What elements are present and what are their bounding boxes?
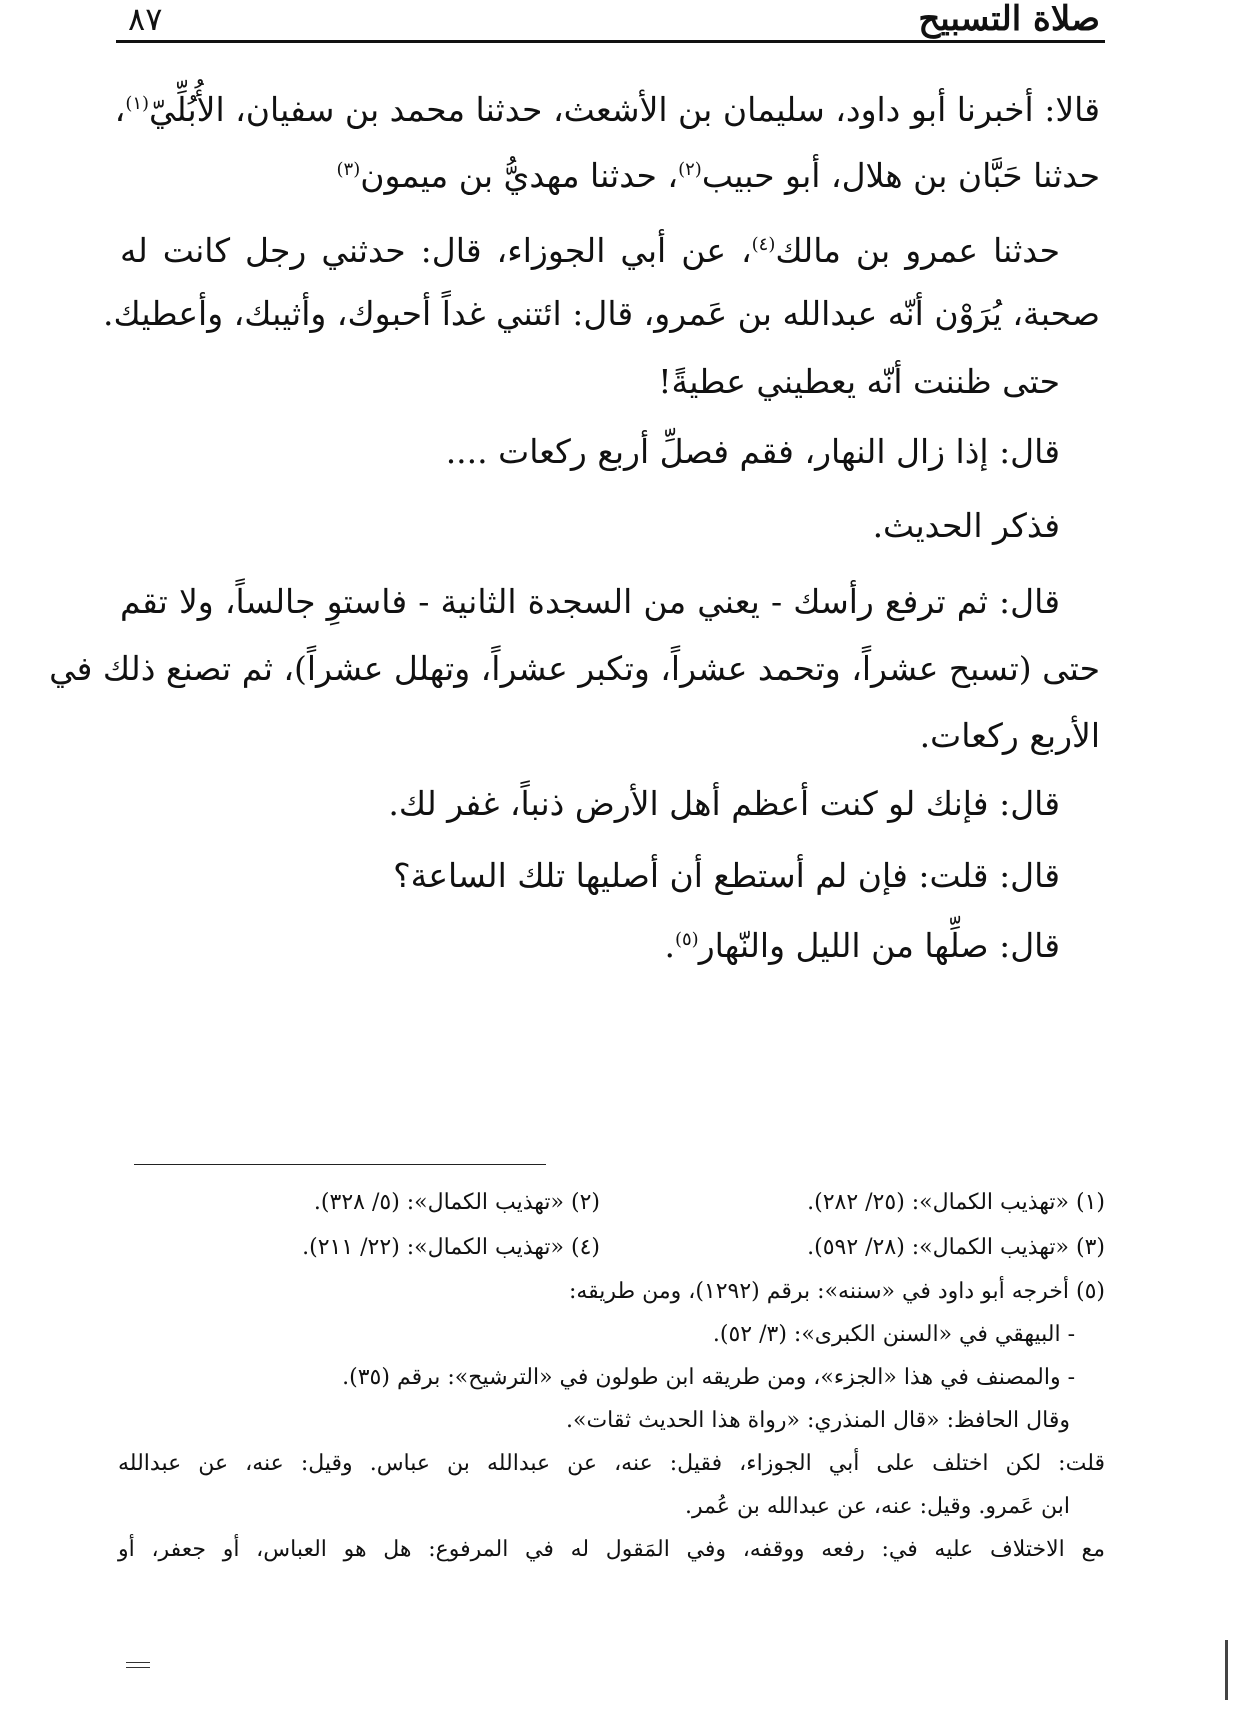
body-line-7: فذكر الحديث.: [872, 506, 1060, 545]
footnote-3: (٣) «تهذيب الكمال»: (٢٨/ ٥٩٢).: [807, 1235, 1105, 1260]
body-line-5: حتى ظننت أنّه يعطيني عطيةً!: [658, 362, 1060, 401]
body-line-3: حدثنا عمرو بن مالك$^{(٤)}$، عن أبي الجوزاء، قال: حدثني رجل كانت له: [120, 231, 1060, 270]
body-line-12: قال: قلت: فإن لم أستطع أن أصليها تلك الساعة؟: [393, 856, 1060, 895]
footnote-1: (١) «تهذيب الكمال»: (٢٥/ ٢٨٢).: [807, 1190, 1105, 1215]
body-line-9: حتى (تسبح عشراً، وتحمد عشراً، وتكبر عشراً، وتهلل عشراً)، ثم تصنع ذلك في: [49, 649, 1100, 688]
running-header-title: صلاة التسبيح: [918, 0, 1100, 39]
footnote-5-item-2: - والمصنف في هذا «الجزء»، ومن طريقه ابن طولون في «الترشيح»: برقم (٣٥).: [342, 1365, 1075, 1390]
body-line-8: قال: ثم ترفع رأسك - يعني من السجدة الثانية - فاستوِ جالساً، ولا تقم: [120, 582, 1060, 621]
header-rule: [116, 40, 1105, 43]
bottom-mark-2: [126, 1667, 150, 1668]
footnote-2: (٢) «تهذيب الكمال»: (٥/ ٣٢٨).: [313, 1190, 600, 1215]
bottom-mark: [126, 1662, 150, 1663]
body-line-11: قال: فإنك لو كنت أعظم أهل الأرض ذنباً، غفر لك.: [388, 784, 1060, 823]
footnote-5-note: وقال الحافظ: «قال المنذري: «رواة هذا الحديث ثقات».: [566, 1408, 1070, 1433]
page-edge-mark: [1225, 1640, 1228, 1700]
body-line-2: حدثنا حَبَّان بن هلال، أبو حبيب$^{(٢)}$، حدثنا مهديُّ بن ميمون$^{(٣)}$: [336, 156, 1100, 195]
footnote-5-comment-1: قلت: لكن اختلف على أبي الجوزاء، فقيل: عنه، عن عبدالله بن عباس. وقيل: عنه، عن عبدالله: [118, 1451, 1105, 1476]
body-line-1: قالا: أخبرنا أبو داود، سليمان بن الأشعث، حدثنا محمد بن سفيان، الأُبُلِّيّ$^{(١)}$،: [114, 90, 1100, 129]
body-line-10: الأربع ركعات.: [919, 716, 1100, 755]
footnote-separator: [134, 1164, 546, 1165]
body-line-6: قال: إذا زال النهار، فقم فصلِّ أربع ركعات ....: [445, 432, 1060, 471]
footnote-5-item-1: - البيهقي في «السنن الكبرى»: (٣/ ٥٢).: [712, 1322, 1075, 1347]
page-number: ٨٧: [128, 0, 163, 38]
footnote-5: (٥) أخرجه أبو داود في «سننه»: برقم (١٢٩٢)، ومن طريقه:: [568, 1279, 1105, 1304]
footnote-5-comment-2: ابن عَمرو. وقيل: عنه، عن عبدالله بن عُمر.: [685, 1494, 1070, 1519]
body-line-4: صحبة، يُرَوْن أنّه عبدالله بن عَمرو، قال: ائتني غداً أحبوك، وأثيبك، وأعطيك.: [103, 294, 1100, 333]
body-line-13: قال: صلِّها من الليل والنّهار$^{(٥)}$.: [664, 926, 1060, 965]
footnote-4: (٤) «تهذيب الكمال»: (٢٢/ ٢١١).: [302, 1235, 600, 1260]
footnote-5-comment-3: مع الاختلاف عليه في: رفعه ووقفه، وفي المَقول له في المرفوع: هل هو العباس، أو جعفر، أو: [118, 1537, 1105, 1562]
